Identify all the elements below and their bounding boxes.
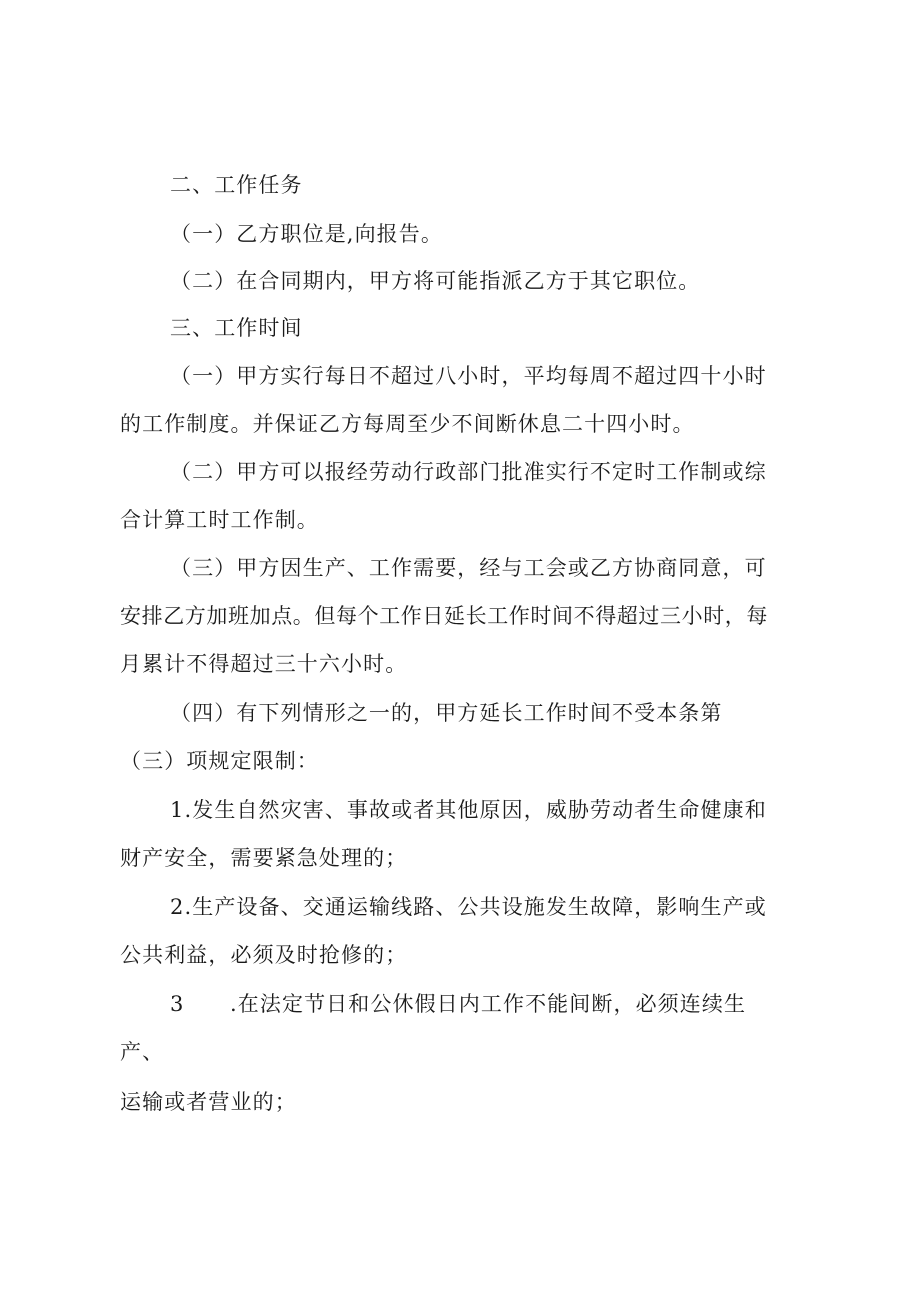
paragraph-line: （三）甲方因生产、工作需要，经与工会或乙方协商同意，可	[170, 556, 767, 580]
paragraph-line: （一）甲方实行每日不超过八小时，平均每周不超过四十小时	[170, 364, 767, 388]
paragraph-line: 安排乙方加班加点。但每个工作日延长工作时间不得超过三小时，每	[120, 604, 768, 628]
paragraph-line: 的工作制度。并保证乙方每周至少不间断休息二十四小时。	[120, 412, 695, 436]
paragraph-line: 2.生产设备、交通运输线路、公共设施发生故障，影响生产或	[170, 895, 767, 919]
paragraph-line: 财产安全，需要紧急处理的；	[120, 846, 408, 870]
list-number: 3	[170, 992, 185, 1016]
paragraph-task-2: （二）在合同期内，甲方将可能指派乙方于其它职位。	[170, 269, 701, 293]
paragraph-line: （四）有下列情形之一的，甲方延长工作时间不受本条第	[170, 701, 723, 725]
paragraph-line: 运输或者营业的；	[120, 1090, 297, 1114]
paragraph-line: .在法定节日和公休假日内工作不能间断，必须连续生	[230, 992, 747, 1016]
paragraph-line: 产、	[120, 1040, 165, 1064]
paragraph-task-1: （一）乙方职位是,向报告。	[170, 222, 443, 246]
paragraph-line: （二）甲方可以报经劳动行政部门批准实行不定时工作制或综	[170, 460, 767, 484]
paragraph-line: 1.发生自然灾害、事故或者其他原因，威胁劳动者生命健康和	[170, 798, 767, 822]
paragraph-line: 公共利益，必须及时抢修的；	[120, 943, 408, 967]
paragraph-line: 月累计不得超过三十六小时。	[120, 652, 408, 676]
section-heading-work-hours: 三、工作时间	[170, 316, 303, 340]
paragraph-line: 合计算工时工作制。	[120, 508, 319, 532]
section-heading-work-tasks: 二、工作任务	[170, 173, 303, 197]
paragraph-line: （三）项规定限制：	[120, 749, 319, 773]
